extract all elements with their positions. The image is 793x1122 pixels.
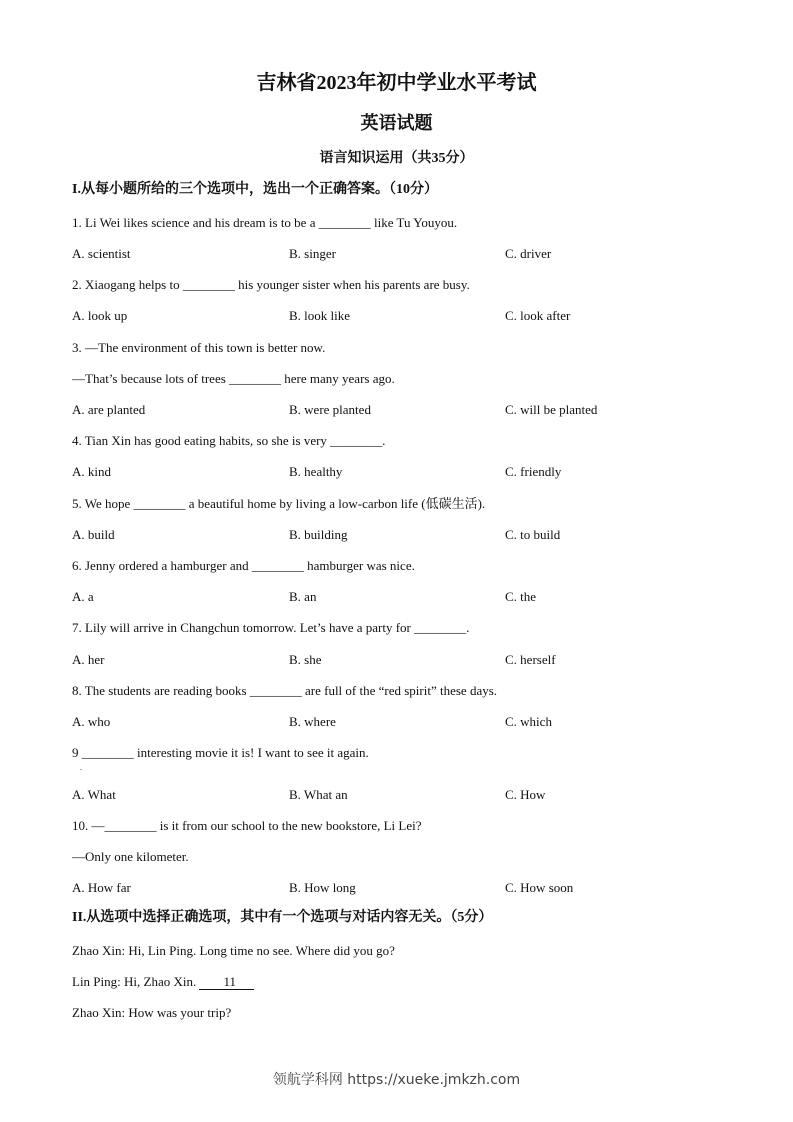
question-9-option-b: B. What an bbox=[289, 787, 348, 802]
exam-title: 吉林省2023年初中学业水平考试 bbox=[256, 72, 537, 94]
question-7-option-c: C. herself bbox=[505, 652, 556, 667]
question-10-option-c: C. How soon bbox=[505, 880, 574, 895]
question-5-stem: 5. We hope ________ a beautiful home by living a low-carbon life (低碳生活). bbox=[72, 496, 486, 511]
question-6-option-c: C. the bbox=[505, 589, 537, 604]
question-2-option-c: C. look after bbox=[505, 308, 571, 323]
question-7-stem: 7. Lily will arrive in Changchun tomorrow. Let’s have a party for ________. bbox=[72, 620, 470, 635]
question-10-option-b: B. How long bbox=[289, 880, 356, 895]
question-5-option-a: A. build bbox=[72, 527, 115, 542]
question-3-option-c: C. will be planted bbox=[505, 402, 598, 417]
stray-period-mark: . bbox=[80, 763, 82, 772]
question-3-option-b: B. were planted bbox=[289, 402, 371, 417]
dialogue-line-3: Zhao Xin: How was your trip? bbox=[72, 1005, 232, 1020]
question-8-option-a: A. who bbox=[72, 714, 111, 729]
question-9-option-a: A. What bbox=[72, 787, 116, 802]
dialogue-line-2 bbox=[72, 974, 254, 990]
question-10-stem: 10. —________ is it from our school to the new bookstore, Li Lei? bbox=[72, 818, 422, 833]
dialogue-line-2-text: Lin Ping: Hi, Zhao Xin. bbox=[72, 974, 200, 989]
subject-title: 英语试题 bbox=[360, 113, 433, 133]
question-10-option-a: A. How far bbox=[72, 880, 131, 895]
footer-watermark: 领航学科网 https://xueke.jmkzh.com bbox=[272, 1072, 521, 1088]
question-5-option-c: C. to build bbox=[505, 527, 561, 542]
question-7-option-b: B. she bbox=[289, 652, 322, 667]
question-3-option-a: A. are planted bbox=[72, 402, 146, 417]
question-1-stem: 1. Li Wei likes science and his dream is to be a ________ like Tu Youyou. bbox=[72, 215, 458, 230]
question-1-option-b: B. singer bbox=[289, 246, 336, 261]
question-4-option-b: B. healthy bbox=[289, 464, 343, 479]
question-8-stem: 8. The students are reading books ________ are full of the “red spirit” these days. bbox=[72, 683, 498, 698]
question-2-option-b: B. look like bbox=[289, 308, 351, 323]
section-2-heading: II.从选项中选择正确选项，其中有一个选项与对话内容无关。（5分） bbox=[72, 910, 493, 925]
question-8-option-b: B. where bbox=[289, 714, 336, 729]
question-6-stem: 6. Jenny ordered a hamburger and ________ hamburger was nice. bbox=[72, 558, 415, 573]
question-4-option-c: C. friendly bbox=[505, 464, 562, 479]
question-8-option-c: C. which bbox=[505, 714, 552, 729]
question-3-stem-line-2: —That’s because lots of trees ________ here many years ago. bbox=[72, 371, 395, 386]
question-3-stem: 3. —The environment of this town is better now. bbox=[72, 340, 326, 355]
dialogue-line-1: Zhao Xin: Hi, Lin Ping. Long time no see. Where did you go? bbox=[72, 943, 395, 958]
question-9-stem: 9 ________ interesting movie it is! I want to see it again. bbox=[72, 745, 369, 760]
question-2-stem: 2. Xiaogang helps to ________ his younger sister when his parents are busy. bbox=[72, 277, 470, 292]
question-5-option-b: B. building bbox=[289, 527, 348, 542]
question-6-option-a: A. a bbox=[72, 589, 94, 604]
blank-11: 11 bbox=[199, 975, 254, 990]
question-7-option-a: A. her bbox=[72, 652, 105, 667]
part-heading: 语言知识运用（共35分） bbox=[319, 151, 474, 166]
question-9-option-c: C. How bbox=[505, 787, 546, 802]
section-1-heading: I.从每小题所给的三个选项中，选出一个正确答案。（10分） bbox=[72, 182, 438, 197]
question-4-stem: 4. Tian Xin has good eating habits, so she is very ________. bbox=[72, 433, 386, 448]
question-1-option-c: C. driver bbox=[505, 246, 552, 261]
question-1-option-a: A. scientist bbox=[72, 246, 131, 261]
question-2-option-a: A. look up bbox=[72, 308, 128, 323]
question-10-stem-line-2: —Only one kilometer. bbox=[72, 849, 189, 864]
question-4-option-a: A. kind bbox=[72, 464, 111, 479]
question-6-option-b: B. an bbox=[289, 589, 317, 604]
